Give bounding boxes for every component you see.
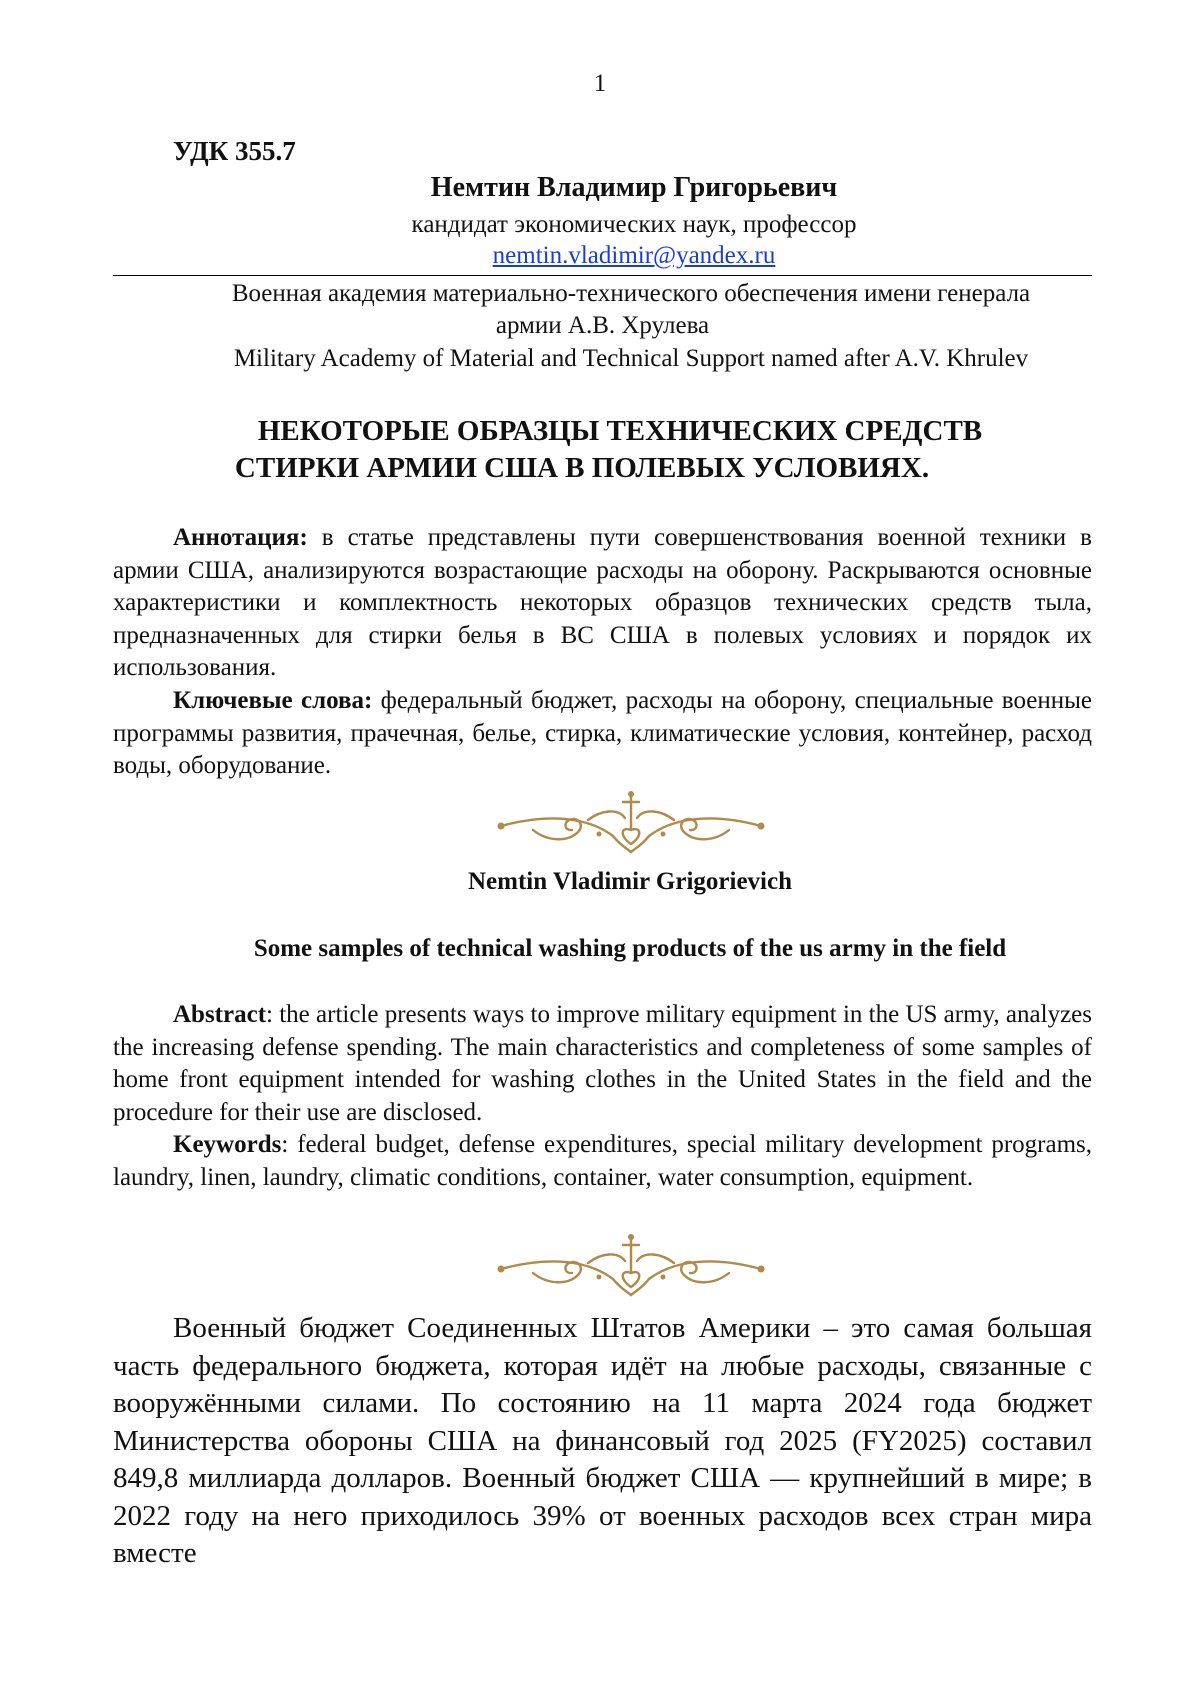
- abstract-ru-label: Аннотация:: [173, 524, 308, 551]
- body-paragraph: Военный бюджет Соединенных Штатов Америки – это самая большая часть федерального бюджета, которая идёт на любые расходы, связанные с вооружёнными силами. По состоянию на 11 марта 2024 года бюджет Министерства обороны США на финансовый год 2025 (FY2025) составил 849,8 миллиарда долларов. Военный бюджет США — крупнейший в мире; в 2022 году на него приходилось 39% от военных расходов всех стран мира вместе: [113, 1312, 1092, 1569]
- affiliation-ru-line2: армии А.В. Хрулева: [495, 312, 710, 339]
- udk-code: УДК 355.7: [173, 136, 296, 166]
- author-name: Немтин Владимир Григорьевич: [430, 172, 838, 203]
- title-en: Some samples of technical washing products of the us army in the field: [253, 935, 1007, 962]
- keywords-ru-label: Ключевые слова:: [173, 687, 373, 714]
- abstract-en-label: Abstract: [173, 1001, 267, 1028]
- title-ru-line1: НЕКОТОРЫЕ ОБРАЗЦЫ ТЕХНИЧЕСКИХ СРЕДСТВ: [257, 415, 983, 447]
- abstract-en: [113, 999, 1092, 1129]
- header-divider: [113, 275, 1092, 276]
- decorative-divider-icon: [493, 1233, 769, 1299]
- abstract-ru: [113, 522, 1092, 685]
- keywords-ru-text: федеральный бюджет, расходы на оборону, специальные военные программы развития, прачечная, белье, стирка, климатические условия, контейнер, расход воды, оборудование.: [113, 687, 1092, 779]
- affiliation-en: Military Academy of Material and Technical Support named after A.V. Khrulev: [233, 345, 1029, 372]
- keywords-en: [113, 1129, 1092, 1194]
- keywords-en-text: : federal budget, defense expenditures, special military development programs, laundry, linen, laundry, climatic conditions, container, water consumption, equipment.: [113, 1131, 1092, 1191]
- abstract-ru-text: в статье представлены пути совершенствования военной техники в армии США, анализируются возрастающие расходы на оборону. Раскрываются основные характеристики и комплектность некоторых образцов технических средств тыла, предназначенных для стирки белья в ВС США в полевых условиях и порядок их использования.: [113, 524, 1092, 681]
- author-email-link[interactable]: nemtin.vladimir@yandex.ru: [492, 242, 776, 269]
- decorative-divider-icon: [493, 790, 769, 856]
- author-name-en: Nemtin Vladimir Grigorievich: [467, 868, 793, 895]
- page-number: 1: [593, 70, 607, 97]
- keywords-ru: [113, 685, 1092, 783]
- keywords-en-label: Keywords: [173, 1131, 282, 1158]
- affiliation-ru-line1: Военная академия материально-технического обеспечения имени генерала: [231, 280, 1031, 307]
- abstract-en-text: : the article presents ways to improve military equipment in the US army, analyzes the increasing defense spending. The main characteristics and completeness of some samples of home front equipment intended for washing clothes in the United States in the field and the procedure for their use are disclosed.: [113, 1001, 1092, 1126]
- title-ru-line2: СТИРКИ АРМИИ США В ПОЛЕВЫХ УСЛОВИЯХ.: [234, 452, 930, 484]
- author-degree: кандидат экономических наук, профессор: [411, 211, 857, 238]
